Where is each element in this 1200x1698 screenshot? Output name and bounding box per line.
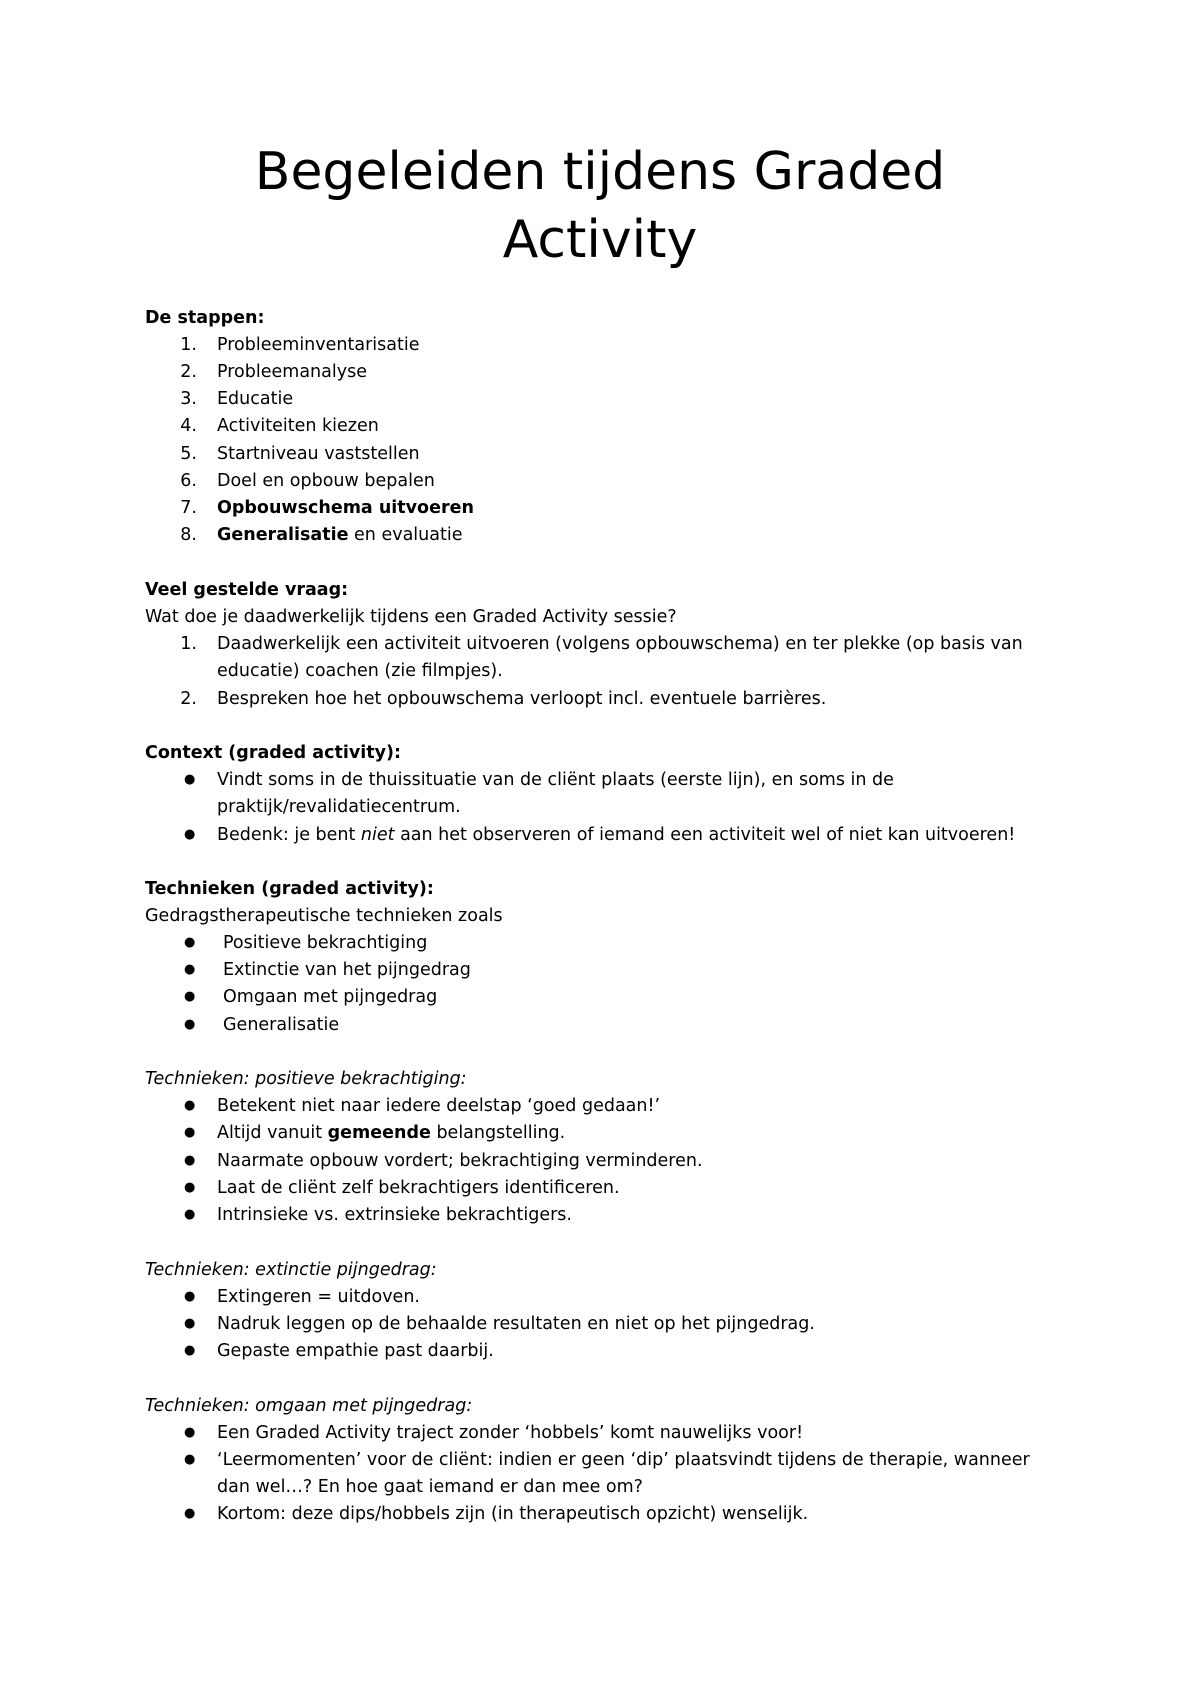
list-number: 3. <box>180 389 197 409</box>
list-number: 8. <box>180 525 197 545</box>
list-item: Startniveau vaststellen <box>217 444 420 464</box>
list-item: Omgaan met pijngedrag <box>223 987 438 1007</box>
list-item: Opbouwschema uitvoeren <box>217 498 474 518</box>
list-item: Een Graded Activity traject zonder ‘hobbels’ komt nauwelijks voor! <box>217 1423 804 1443</box>
faq-heading: Veel gestelde vraag: <box>145 580 349 600</box>
bullet-icon: ● <box>184 1098 196 1113</box>
bullet-icon: ● <box>184 772 196 787</box>
list-item: Gepaste empathie past daarbij. <box>217 1341 494 1361</box>
bullet-icon: ● <box>184 1207 196 1222</box>
list-item: Activiteiten kiezen <box>217 416 379 436</box>
bullet-icon: ● <box>184 1153 196 1168</box>
bullet-icon: ● <box>184 1125 196 1140</box>
bullet-icon: ● <box>184 1343 196 1358</box>
context-heading: Context (graded activity): <box>145 743 402 763</box>
list-number: 4. <box>180 416 197 436</box>
list-number: 6. <box>180 471 197 491</box>
faq-question: Wat doe je daadwerkelijk tijdens een Graded Activity sessie? <box>145 607 677 627</box>
list-item: Altijd vanuit gemeende belangstelling. <box>217 1123 566 1143</box>
list-item: Extingeren = uitdoven. <box>217 1287 420 1307</box>
list-item: Vindt soms in de thuissituatie van de cliënt plaats (eerste lijn), en soms in de <box>217 770 894 790</box>
bullet-icon: ● <box>184 1316 196 1331</box>
extinction-heading: Technieken: extinctie pijngedrag: <box>145 1260 437 1280</box>
list-number: 1. <box>180 335 197 355</box>
list-item: Naarmate opbouw vordert; bekrachtiging verminderen. <box>217 1151 703 1171</box>
bullet-icon: ● <box>184 1452 196 1467</box>
bullet-icon: ● <box>184 1425 196 1440</box>
list-item: Extinctie van het pijngedrag <box>223 960 471 980</box>
list-item: Probleemanalyse <box>217 362 367 382</box>
title-line-1: Begeleiden tijdens Graded <box>254 142 946 202</box>
bullet-icon: ● <box>184 1506 196 1521</box>
list-number: 1. <box>180 634 197 654</box>
list-number: 2. <box>180 689 197 709</box>
list-item: Laat de cliënt zelf bekrachtigers identificeren. <box>217 1178 620 1198</box>
list-item: Probleeminventarisatie <box>217 335 420 355</box>
list-number: 5. <box>180 444 197 464</box>
list-number: 2. <box>180 362 197 382</box>
techniques-intro: Gedragstherapeutische technieken zoals <box>145 906 503 926</box>
list-item: Generalisatie en evaluatie <box>217 525 463 545</box>
bullet-icon: ● <box>184 962 196 977</box>
list-item: Bespreken hoe het opbouwschema verloopt incl. eventuele barrières. <box>217 689 827 709</box>
bullet-icon: ● <box>184 935 196 950</box>
list-item-continuation: praktijk/revalidatiecentrum. <box>217 797 461 817</box>
list-item: ‘Leermomenten’ voor de cliënt: indien er geen ‘dip’ plaatsvindt tijdens de therapie, wanneer <box>217 1450 1030 1470</box>
list-item: Doel en opbouw bepalen <box>217 471 435 491</box>
list-item: Bedenk: je bent niet aan het observeren of iemand een activiteit wel of niet kan uitvoeren! <box>217 825 1016 845</box>
title-line-2: Activity <box>502 210 698 270</box>
list-item: Betekent niet naar iedere deelstap ‘goed gedaan!’ <box>217 1096 661 1116</box>
list-item: Kortom: deze dips/hobbels zijn (in therapeutisch opzicht) wenselijk. <box>217 1504 809 1524</box>
page-title <box>0 138 1200 274</box>
bullet-icon: ● <box>184 989 196 1004</box>
bullet-icon: ● <box>184 827 196 842</box>
coping-heading: Technieken: omgaan met pijngedrag: <box>145 1396 473 1416</box>
list-item: Educatie <box>217 389 294 409</box>
steps-heading: De stappen: <box>145 308 265 328</box>
list-item: Intrinsieke vs. extrinsieke bekrachtigers. <box>217 1205 572 1225</box>
list-item-continuation: educatie) coachen (zie filmpjes). <box>217 661 503 681</box>
list-item: Daadwerkelijk een activiteit uitvoeren (volgens opbouwschema) en ter plekke (op basis van <box>217 634 1023 654</box>
bullet-icon: ● <box>184 1017 196 1032</box>
list-item: Positieve bekrachtiging <box>223 933 428 953</box>
techniques-heading: Technieken (graded activity): <box>145 879 434 899</box>
list-number: 7. <box>180 498 197 518</box>
list-item: Nadruk leggen op de behaalde resultaten en niet op het pijngedrag. <box>217 1314 815 1334</box>
list-item: Generalisatie <box>223 1015 340 1035</box>
list-item-continuation: dan wel…? En hoe gaat iemand er dan mee om? <box>217 1477 643 1497</box>
bullet-icon: ● <box>184 1289 196 1304</box>
bullet-icon: ● <box>184 1180 196 1195</box>
positive-heading: Technieken: positieve bekrachtiging: <box>145 1069 467 1089</box>
